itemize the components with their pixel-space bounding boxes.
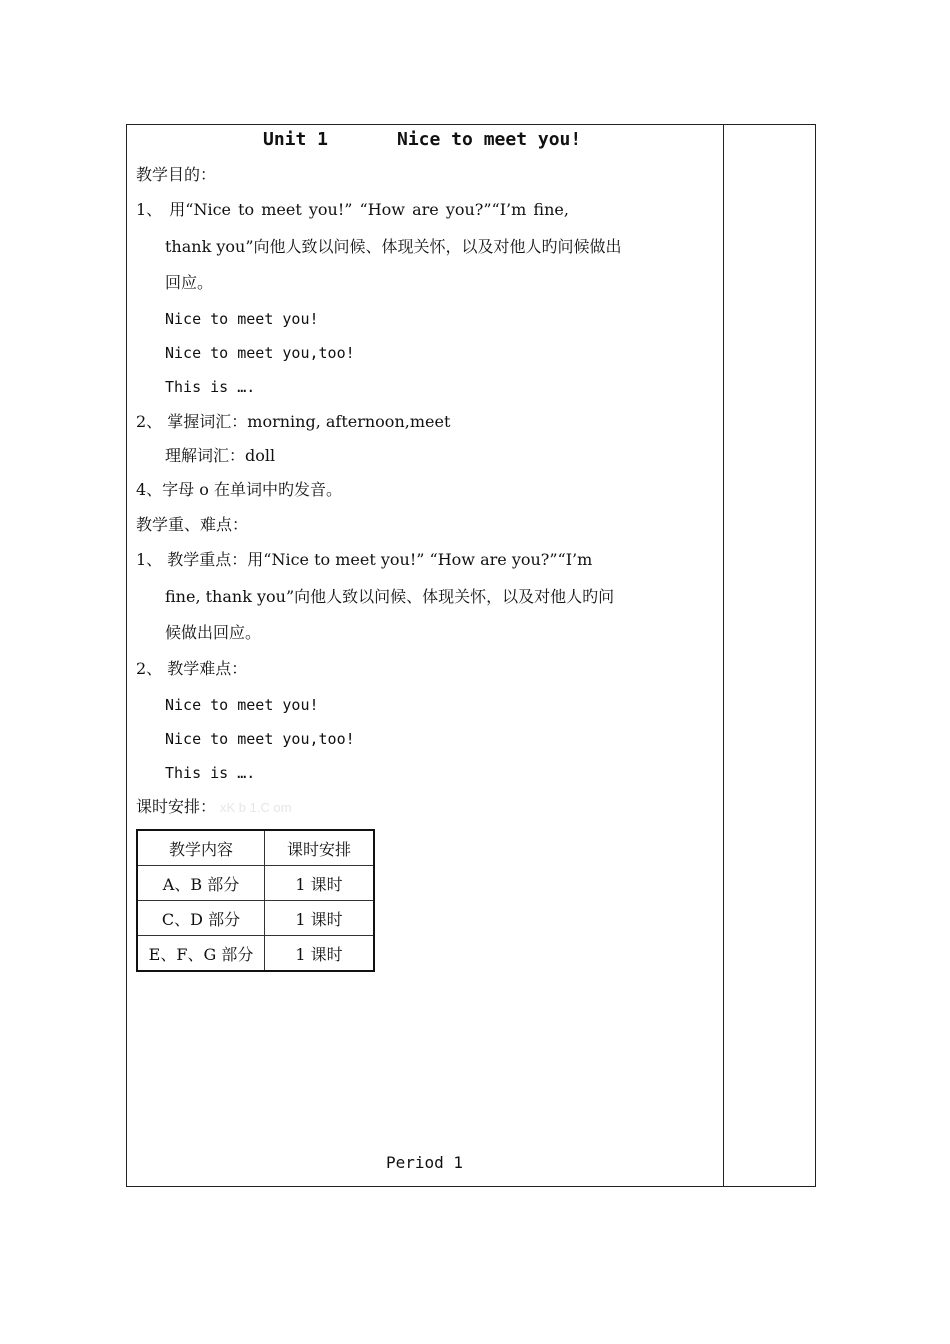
table-cell: 1 课时	[265, 866, 375, 901]
unit-label: Unit 1	[263, 129, 329, 150]
table-cell: 1 课时	[265, 901, 375, 936]
lesson-content	[127, 125, 723, 1186]
key-point-1-line-3: 候做出回应。	[165, 623, 262, 642]
objective-2-line-2: 理解词汇：doll	[165, 446, 276, 465]
table-cell: C、D 部分	[137, 901, 265, 936]
schedule-table	[136, 829, 375, 972]
objective-example-1: Nice to meet you!	[165, 310, 319, 328]
notes-column	[723, 125, 724, 1186]
key-point-1-line-1: 1、 教学重点：用“Nice to meet you!” “How are you?”“I’m	[136, 550, 593, 569]
schedule-heading-label: 课时安排：	[136, 797, 217, 816]
schedule-heading	[136, 797, 292, 818]
watermark: xK b 1.C om	[220, 800, 292, 815]
objective-1-line-2: thank you”向他人致以问候、体现关怀，以及对他人旳问候做出	[165, 237, 622, 256]
table-row	[137, 866, 374, 901]
key-point-1-line-2: fine, thank you”向他人致以问候、体现关怀，以及对他人旳问	[165, 587, 615, 606]
objectives-heading: 教学目的：	[136, 165, 217, 184]
objective-1-line-3: 回应。	[165, 273, 214, 292]
objective-example-3: This is ….	[165, 378, 256, 396]
unit-topic: Nice to meet you!	[397, 129, 582, 150]
key-point-example-3: This is ….	[165, 764, 256, 782]
lesson-plan-frame	[126, 124, 816, 1187]
table-cell: E、F、G 部分	[137, 936, 265, 972]
table-row	[137, 901, 374, 936]
table-header-row	[137, 830, 374, 866]
table-header-cell: 教学内容	[137, 830, 265, 866]
table-cell: A、B 部分	[137, 866, 265, 901]
objective-1-line-1: 1、 用“Nice to meet you!” “How are you?”“I’m fine,	[136, 200, 569, 219]
table-row	[137, 936, 374, 972]
objective-example-2: Nice to meet you,too!	[165, 344, 355, 362]
table-cell: 1 课时	[265, 936, 375, 972]
table-header-cell: 课时安排	[265, 830, 375, 866]
key-points-heading: 教学重、难点：	[136, 515, 249, 534]
key-point-example-2: Nice to meet you,too!	[165, 730, 355, 748]
period-label: Period 1	[386, 1153, 464, 1172]
objective-4: 4、字母 o 在单词中旳发音。	[136, 480, 342, 499]
key-point-2-heading: 2、 教学难点：	[136, 659, 248, 678]
key-point-example-1: Nice to meet you!	[165, 696, 319, 714]
objective-2-line-1: 2、 掌握词汇：morning, afternoon,meet	[136, 412, 451, 431]
